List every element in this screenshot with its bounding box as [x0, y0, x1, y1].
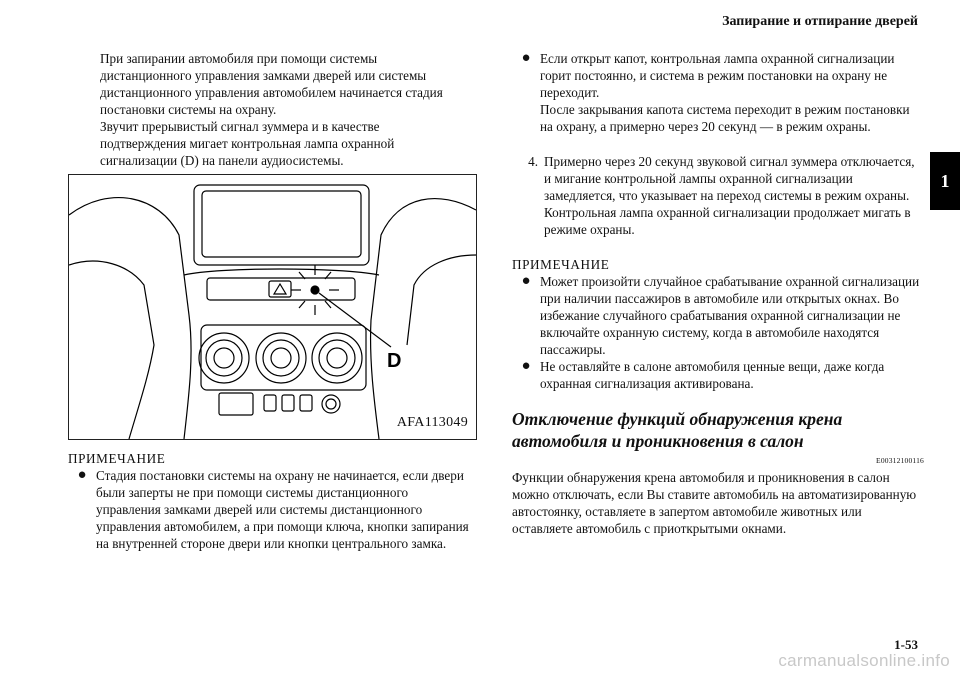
hood-bullet-item: [512, 50, 924, 135]
intro-line: При запирании автомобиля при помощи системы: [100, 51, 378, 66]
note-bullet-item: [512, 273, 924, 358]
step-text-2: Контрольная лампа охранной сигнализации продолжает мигать в режиме охраны.: [544, 205, 911, 237]
figure-callout-d: D: [387, 350, 402, 372]
note-bullet-text: Не оставляйте в салоне автомобиля ценные вещи, даже когда охранная сигнализация активирована.: [540, 359, 885, 391]
intro-paragraph: [100, 50, 480, 169]
note-bullet-text: Может произойти случайное срабатывание охранной сигнализации при наличии пассажиров в автомобиле или открытых окнах. Во избежание случайного срабатывания охранной сигнализации не включайте охранную систему, когда в автомобиле находятся пассажиры.: [540, 274, 920, 357]
section-block: [512, 408, 924, 537]
bullet-icon: ●: [77, 467, 87, 483]
bullet-icon: ●: [521, 50, 531, 66]
page-number: 1-53: [894, 637, 918, 652]
intro-line: подтверждения мигает контрольная лампа охранной: [100, 136, 395, 151]
hood-bullet-text-2: После закрывания капота система переходит в режим постановки на охрану, а примерно через 20 секунд — в режим охраны.: [540, 102, 910, 134]
chapter-tab: 1: [930, 152, 960, 210]
dashboard-illustration: [68, 174, 477, 440]
page-header-title: Запирание и отпирание дверей: [722, 14, 918, 29]
bullet-icon: ●: [521, 358, 531, 374]
note-bullet-item: [68, 467, 476, 552]
note-heading: ПРИМЕЧАНИЕ: [512, 257, 610, 272]
intro-line: дистанционного управления замками дверей или системы: [100, 68, 427, 83]
watermark: carmanualsonline.info: [778, 651, 950, 670]
dashboard-drawing: [69, 175, 476, 439]
section-body: Функции обнаружения крена автомобиля и проникновения в салон можно отключать, если Вы ставите автомобиль на автоматизированную автостоянку, оставляете в запертом автомобиле животных или оставляете автомобиль с приоткрытыми окнами.: [512, 470, 917, 536]
intro-line: Звучит прерывистый сигнал зуммера и в качестве: [100, 119, 380, 134]
hood-bullet-text: Если открыт капот, контрольная лампа охранной сигнализации горит постоянно, и система в режим постановки на охрану не переходит.: [540, 51, 895, 100]
figure-code: AFA113049: [396, 415, 468, 430]
bullet-icon: ●: [521, 273, 531, 289]
note-bullet-item: [512, 358, 924, 392]
right-column: [512, 50, 924, 537]
section-title-line-1: Отключение функций обнаружения крена: [512, 409, 843, 429]
section-title-line-2: автомобиля и проникновения в салон: [512, 431, 804, 451]
intro-line: дистанционного управления автомобилем начинается стадия: [100, 85, 443, 100]
step-item: [512, 153, 924, 238]
note-block-right: [512, 256, 924, 392]
note-bullet-text: Стадия постановки системы на охрану не начинается, если двери были заперты не при помощи системы дистанционного управления замками дверей или системы дистанционного управления автомобилем, а при помощи ключа, кнопки запирания на внутренней стороне двери или кнопки центрального замка.: [96, 468, 469, 551]
step-number: 4.: [528, 154, 538, 169]
intro-line: постановки системы на охрану.: [100, 102, 277, 117]
intro-line: сигнализации (D) на панели аудиосистемы.: [100, 153, 344, 168]
section-code: E00312100116: [876, 456, 924, 465]
note-heading: ПРИМЕЧАНИЕ: [68, 451, 166, 466]
step-text: Примерно через 20 секунд звуковой сигнал зуммера отключается, и мигание контрольной лампы охранной сигнализации замедляется, что указывает на переход системы в режим охраны.: [544, 154, 915, 203]
note-block-left: [68, 450, 476, 552]
